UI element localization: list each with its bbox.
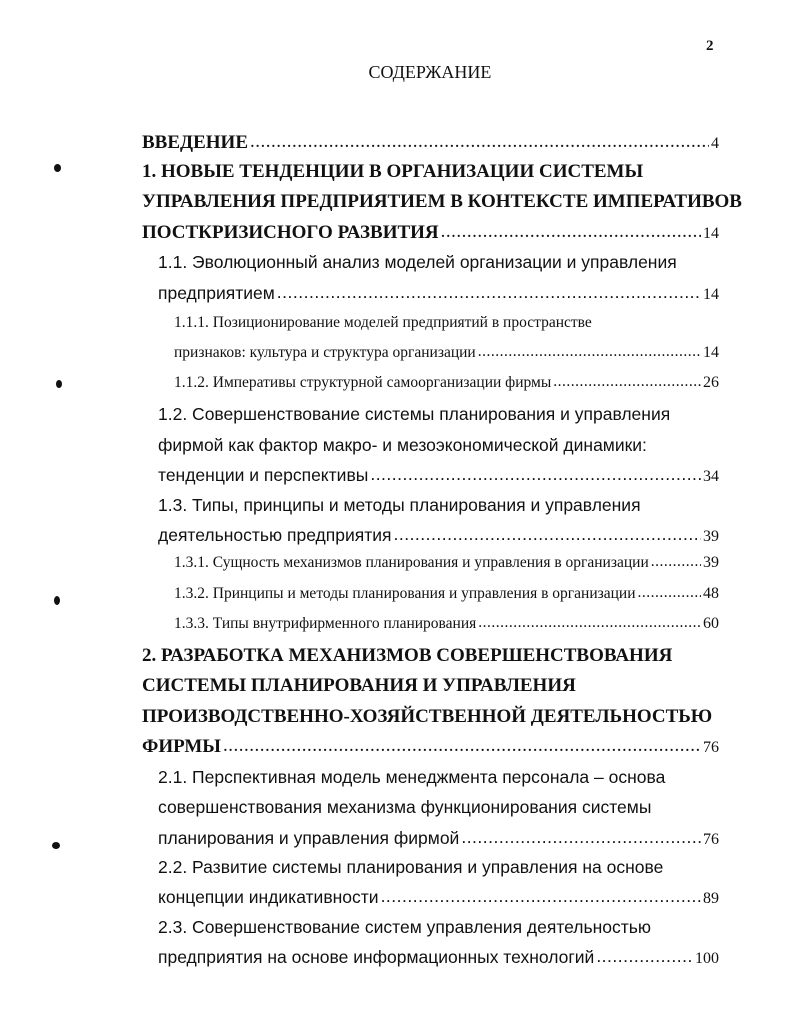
toc-line [174, 314, 592, 332]
toc-page-number: 34 [703, 468, 719, 485]
toc-page-number: 100 [695, 950, 719, 967]
toc-line [158, 917, 651, 938]
dot-leader [596, 946, 693, 967]
toc-line [158, 828, 719, 849]
toc-line [158, 857, 663, 878]
scan-speck [52, 842, 60, 849]
toc-line [174, 554, 719, 572]
toc-entry-text: 2.1. Перспективная модель менеджмента персонала – основа [158, 767, 666, 787]
dot-leader [370, 464, 701, 485]
toc-page-number: 76 [703, 739, 719, 756]
toc-entry-text: 1.3.2. Принципы и методы планирования и управления в организации [174, 585, 636, 602]
toc-line [158, 404, 670, 425]
toc-entry-text: УПРАВЛЕНИЯ ПРЕДПРИЯТИЕМ В КОНТЕКСТЕ ИМПЕРАТИВОВ [142, 191, 742, 212]
toc-line [174, 344, 719, 362]
dot-leader [553, 373, 701, 391]
dot-leader [223, 735, 701, 757]
toc-line [174, 585, 719, 603]
toc-line [142, 222, 719, 244]
toc-entry-text: 2. РАЗРАБОТКА МЕХАНИЗМОВ СОВЕРШЕНСТВОВАНИЯ [142, 645, 673, 666]
toc-page-number: 39 [703, 554, 719, 571]
toc-entry-text: тенденции и перспективы [158, 465, 369, 485]
toc-line [158, 495, 641, 516]
toc-page-number: 39 [703, 528, 719, 545]
toc-entry-text: СИСТЕМЫ ПЛАНИРОВАНИЯ И УПРАВЛЕНИЯ [142, 675, 576, 696]
dot-leader [381, 886, 701, 907]
toc-page-number: 4 [711, 135, 719, 152]
toc-line [142, 736, 719, 758]
toc-line [142, 706, 712, 728]
dot-leader [461, 827, 701, 848]
toc-entry-text: 2.3. Совершенствование систем управления деятельностью [158, 917, 652, 937]
toc-page-number: 60 [703, 615, 719, 632]
toc-page-number: 14 [703, 344, 719, 361]
toc-line [158, 465, 719, 486]
toc-page-number: 76 [703, 831, 719, 848]
scan-speck [54, 596, 60, 605]
toc-line [158, 435, 647, 456]
toc-line [142, 161, 643, 183]
toc-line [142, 675, 576, 697]
toc-entry-text: ФИРМЫ [142, 736, 221, 757]
toc-entry-text: 1.1. Эволюционный анализ моделей организации и управления [158, 252, 677, 272]
toc-page-number: 48 [703, 585, 719, 602]
toc-line [174, 615, 719, 633]
toc-line [142, 191, 742, 213]
toc-entry-text: ПРОИЗВОДСТВЕННО-ХОЗЯЙСТВЕННОЙ ДЕЯТЕЛЬНОСТЬЮ [142, 706, 713, 727]
toc-entry-text: признаков: культура и структура организации [174, 344, 476, 361]
page-number: 2 [706, 38, 714, 54]
toc-entry-text: ВВЕДЕНИЕ [142, 132, 248, 153]
toc-line [158, 947, 719, 968]
toc-line [158, 797, 651, 818]
toc-entry-text: 1. НОВЫЕ ТЕНДЕНЦИИ В ОРГАНИЗАЦИИ СИСТЕМЫ [142, 161, 644, 182]
toc-entry-text: 1.3.1. Сущность механизмов планирования и управления в организации [174, 554, 649, 571]
dot-leader [478, 614, 701, 632]
scan-speck [56, 380, 62, 388]
toc-line [158, 252, 677, 273]
toc-line [142, 645, 672, 667]
toc-line [174, 374, 719, 392]
toc-entry-text: 2.2. Развитие системы планирования и управления на основе [158, 857, 664, 877]
toc-entry-text: совершенствования механизма функционирования системы [158, 797, 652, 817]
dot-leader [478, 343, 701, 361]
dot-leader [277, 282, 701, 303]
dot-leader [651, 553, 701, 571]
toc-entry-text: планирования и управления фирмой [158, 828, 460, 848]
dot-leader [441, 221, 701, 243]
dot-leader [250, 131, 709, 153]
toc-entry-text: 1.2. Совершенствование системы планирования и управления [158, 404, 671, 424]
toc-page-number: 14 [703, 286, 719, 303]
toc-entry-text: предприятия на основе информационных технологий [158, 947, 595, 967]
toc-page-number: 14 [703, 225, 719, 242]
scan-speck [54, 164, 61, 172]
toc-entry-text: 1.3.3. Типы внутрифирменного планирования [174, 615, 477, 632]
page-title: СОДЕРЖАНИЕ [368, 62, 492, 82]
toc-line [158, 887, 719, 908]
toc-entry-text: 1.1.1. Позиционирование моделей предприятий в пространстве [174, 314, 592, 331]
toc-entry-text: деятельностью предприятия [158, 525, 392, 545]
toc-line [158, 525, 719, 546]
toc-line [158, 767, 665, 788]
toc-entry-text: 1.3. Типы, принципы и методы планирования и управления [158, 495, 641, 515]
toc-entry-text: 1.1.2. Императивы структурной самоорганизации фирмы [174, 374, 552, 391]
dot-leader [393, 524, 701, 545]
toc-entry-text: концепции индикативности [158, 887, 379, 907]
toc-line [142, 132, 719, 154]
toc-entry-text: ПОСТКРИЗИСНОГО РАЗВИТИЯ [142, 222, 439, 243]
toc-entry-text: предприятием [158, 283, 275, 303]
toc-page-number: 89 [703, 890, 719, 907]
toc-page-number: 26 [703, 374, 719, 391]
toc-entry-text: фирмой как фактор макро- и мезоэкономической динамики: [158, 435, 647, 455]
dot-leader [638, 584, 701, 602]
toc-line [158, 283, 719, 304]
